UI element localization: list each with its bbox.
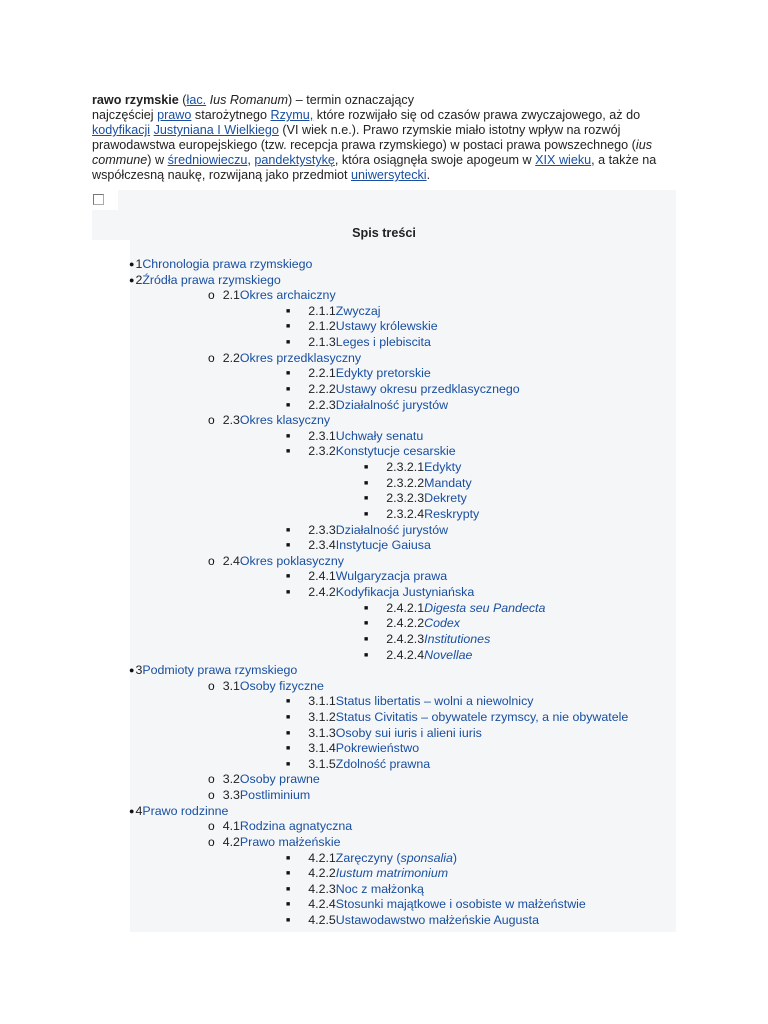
toc-bullet-icon: ■ xyxy=(364,511,369,518)
toc-item-link[interactable]: Osoby fizyczne xyxy=(239,679,324,693)
toc-item-link[interactable]: Noc z małżonką xyxy=(335,882,424,896)
toc-item[interactable] xyxy=(364,491,467,506)
toc-item-number: 4.2.4 xyxy=(308,897,336,911)
toc-item-link[interactable]: Status libertatis – wolni a niewolnicy xyxy=(335,694,534,708)
toc-bullet-icon: ■ xyxy=(286,886,291,893)
toc-item-link[interactable]: Novellae xyxy=(424,648,473,662)
toc-item-number: 2.3.2.1 xyxy=(386,460,425,474)
toc-bullet-icon: ■ xyxy=(286,761,291,768)
toc-bullet-icon: ■ xyxy=(364,652,369,659)
toc-bullet-icon: ■ xyxy=(286,386,291,393)
toc-item[interactable] xyxy=(286,726,482,741)
toc-item-link[interactable]: Osoby prawne xyxy=(239,772,320,786)
toc-item[interactable] xyxy=(364,507,479,522)
toc-bullet-icon: ■ xyxy=(286,402,291,409)
toc-item-link[interactable]: Zwyczaj xyxy=(335,304,381,318)
intro-paragraph: rawo rzymskie (łac. Ius Romanum) – termin oznaczający najczęściej prawo starożytnego Rzymu, które rozwijało się od czasów prawa zwyczajowego, aż do kodyfikacji Justyniana I Wielkiego (VI wiek n.e.). Prawo rzymskie miało istotny wpływ na rozwój prawodawstwa europejskiego (tzw. recepcja prawa rzymskiego) w postaci prawa powszechnego (ius commune) w średniowieczu, pandektystykę, która osiągnęła swoje apogeum w XIX wieku, a także na współczesną naukę, rozwijaną jako przedmiot uniwersytecki. xyxy=(92,93,657,182)
toc-title: Spis treści xyxy=(352,226,416,240)
toc-item-number: 2.3.1 xyxy=(308,429,336,443)
toc-bullet-icon: ■ xyxy=(286,323,291,330)
toc-item-number: 4.2.5 xyxy=(308,913,336,927)
toc-bullet-icon: ■ xyxy=(364,480,369,487)
link-kodyfikacji[interactable]: kodyfikacji xyxy=(92,123,151,137)
toc-item[interactable] xyxy=(129,257,312,272)
toc-bullet-icon: ■ xyxy=(286,542,291,549)
toc-item-link[interactable]: Edykty pretorskie xyxy=(335,366,431,380)
toc-item[interactable] xyxy=(208,772,320,787)
toc-item[interactable] xyxy=(208,351,361,366)
toc-item[interactable] xyxy=(286,523,448,538)
toc-item-number: 2.4.2.4 xyxy=(386,648,425,662)
toc-item-number: 3.1.4 xyxy=(308,741,336,755)
toc-item-number: 3.1.2 xyxy=(308,710,336,724)
toc-bullet-icon: o xyxy=(208,413,215,427)
toc-bullet-icon: ■ xyxy=(286,433,291,440)
toc-item-number: 2.4.2.2 xyxy=(386,616,425,630)
toc-bullet-icon: ■ xyxy=(286,370,291,377)
term-ius-romanum: Ius Romanum xyxy=(209,93,289,107)
toc-item-link[interactable]: Leges i plebiscita xyxy=(335,335,431,349)
toc-bullet-icon: ■ xyxy=(286,308,291,315)
toc-item[interactable] xyxy=(286,398,448,413)
toc-item-number: 2.2.1 xyxy=(308,366,336,380)
toc-item-link[interactable]: Okres klasyczny xyxy=(239,413,331,427)
toc-item-link[interactable]: Działalność jurystów xyxy=(335,398,449,412)
toc-item-number: 2.1 xyxy=(222,288,240,302)
link-uniwersytecki[interactable]: uniwersytecki xyxy=(351,168,427,182)
toc-item[interactable] xyxy=(364,601,545,616)
toc-bullet-icon: ■ xyxy=(364,495,369,502)
toc-item[interactable] xyxy=(208,554,344,569)
toc-item[interactable] xyxy=(286,319,438,334)
toc-item[interactable] xyxy=(129,804,228,819)
link-prawo[interactable]: prawo xyxy=(157,108,192,122)
toc-item[interactable] xyxy=(129,663,297,678)
toc-item-number: 3.2 xyxy=(222,772,240,786)
toc-item-number: 4.1 xyxy=(222,819,240,833)
toc-item[interactable] xyxy=(286,444,456,459)
toc-item-number: 2.3.2.3 xyxy=(386,491,425,505)
toc-item-link[interactable]: Postliminium xyxy=(239,788,311,802)
toc-item-link[interactable]: Okres przedklasyczny xyxy=(239,351,362,365)
toc-item[interactable] xyxy=(286,913,539,928)
toc-item-number: 2.3.2 xyxy=(308,444,336,458)
toc-item-number: 2.3.4 xyxy=(308,538,336,552)
toc-item-link[interactable]: Dekrety xyxy=(424,491,467,505)
toc-bullet-icon: ■ xyxy=(286,714,291,721)
toc-item-number: 4.2.3 xyxy=(308,882,336,896)
toc-item[interactable] xyxy=(286,585,474,600)
toc-bullet-icon: ■ xyxy=(286,870,291,877)
toc-item-link[interactable]: Działalność jurystów xyxy=(335,523,449,537)
toc-item-link[interactable]: Ustawy okresu przedklasycznego xyxy=(335,382,520,396)
toc-item-number: 2.4.1 xyxy=(308,569,336,583)
toc-item[interactable] xyxy=(208,835,340,850)
toc-bullet-icon: ■ xyxy=(364,464,369,471)
toc-item-link[interactable]: Kodyfikacja Justyniańska xyxy=(335,585,475,599)
toc-item[interactable] xyxy=(286,882,424,897)
toc-bullet-icon: ■ xyxy=(286,527,291,534)
toc-item-number: 2.1.2 xyxy=(308,319,336,333)
toc-item-link[interactable]: Zaręczyny ( xyxy=(335,851,401,865)
toc-item-number: 2.4.2 xyxy=(308,585,336,599)
toc-item[interactable] xyxy=(364,616,460,631)
toc-item-link[interactable]: Mandaty xyxy=(424,476,472,490)
toc-item-link[interactable]: Ustawodawstwo małżeńskie Augusta xyxy=(335,913,539,927)
toc-item[interactable] xyxy=(208,288,336,303)
toc-bullet-icon: ■ xyxy=(286,901,291,908)
toc-item-link[interactable]: Wulgaryzacja prawa xyxy=(335,569,448,583)
link-xix-wieku[interactable]: XIX wieku xyxy=(535,153,592,167)
toc-item[interactable] xyxy=(286,304,381,319)
toc-item[interactable] xyxy=(364,460,461,475)
toc-item-link[interactable]: Okres poklasyczny xyxy=(239,554,344,568)
toc-bullet-icon: ■ xyxy=(364,620,369,627)
toc-bullet-icon: ■ xyxy=(286,589,291,596)
toc-item-link[interactable]: Rodzina agnatyczna xyxy=(239,819,353,833)
toc-item-link[interactable]: Reskrypty xyxy=(424,507,480,521)
toc-item-link[interactable]: Okres archaiczny xyxy=(239,288,336,302)
toc-bullet-icon: ● xyxy=(129,275,135,285)
toc-item-number: 2.4 xyxy=(222,554,240,568)
toc-item[interactable] xyxy=(129,273,281,288)
toc-item[interactable] xyxy=(208,788,310,803)
toc-bullet-icon: o xyxy=(208,819,215,833)
toc-item[interactable] xyxy=(286,538,431,553)
toc-item[interactable] xyxy=(286,694,533,709)
toc-bullet-icon: ■ xyxy=(364,636,369,643)
toc-item[interactable] xyxy=(208,413,330,428)
toc-bullet-icon: o xyxy=(208,554,215,568)
toc-item-link[interactable]: Codex xyxy=(424,616,460,630)
toc-bullet-icon: ● xyxy=(129,806,135,816)
toc-item-number: 2.2.3 xyxy=(308,398,336,412)
link-pandektystyke[interactable]: pandektystykę xyxy=(254,153,335,167)
toc-item[interactable] xyxy=(286,569,447,584)
toc-bullet-icon: ■ xyxy=(286,917,291,924)
toc-item-number: 4.2.1 xyxy=(308,851,336,865)
toc-item-number: 2.3.3 xyxy=(308,523,336,537)
toc-bullet-icon: ● xyxy=(129,259,135,269)
toc-item-number: 2.2 xyxy=(222,351,240,365)
toc-item-link[interactable]: Prawo małżeńskie xyxy=(239,835,341,849)
toc-item[interactable] xyxy=(286,741,419,756)
link-justyniana[interactable]: Justyniana I Wielkiego xyxy=(153,123,279,137)
toc-item-number: 2.3 xyxy=(222,413,240,427)
toc-item-link[interactable]: Pokrewieństwo xyxy=(335,741,420,755)
toc-item[interactable] xyxy=(286,429,423,444)
toc-item-number: 4.2.2 xyxy=(308,866,336,880)
toc-item-link[interactable]: Status Civitatis – obywatele rzymscy, a nie obywatele xyxy=(335,710,629,724)
toc-item-link[interactable]: Prawo rodzinne xyxy=(142,804,229,818)
toc-item-number: 2.4.2.3 xyxy=(386,632,425,646)
toc-item-link[interactable]: Instytucje Gaiusa xyxy=(335,538,431,552)
toc-item-number: 3.1.5 xyxy=(308,757,336,771)
toc-bullet-icon: o xyxy=(208,835,215,849)
toc-item[interactable] xyxy=(364,476,472,491)
toc-item[interactable] xyxy=(286,851,457,866)
toc-item-link[interactable]: Ustawy królewskie xyxy=(335,319,438,333)
link-lac[interactable]: łac. xyxy=(186,93,207,107)
toc-item-number: 3.3 xyxy=(222,788,240,802)
toc-item-number: 3.1.1 xyxy=(308,694,336,708)
toc-bullet-icon: o xyxy=(208,288,215,302)
toc-bullet-icon: o xyxy=(208,351,215,365)
toc-item-link[interactable]: Konstytucje cesarskie xyxy=(335,444,456,458)
toc-bullet-icon: ■ xyxy=(286,855,291,862)
toc-item-link[interactable]: Digesta seu Pandecta xyxy=(424,601,546,615)
toc-item-number: 4 xyxy=(135,804,143,818)
toc-bullet-icon: ■ xyxy=(286,730,291,737)
toc-item[interactable] xyxy=(364,648,472,663)
toc-item[interactable] xyxy=(286,335,431,350)
toc-item[interactable] xyxy=(286,866,448,881)
toc-bullet-icon: o xyxy=(208,788,215,802)
toc-item-link[interactable]: Zdolność prawna xyxy=(335,757,431,771)
toc-item-link[interactable]: Chronologia prawa rzymskiego xyxy=(142,257,313,271)
toc-item[interactable] xyxy=(208,679,324,694)
toc-item[interactable] xyxy=(286,382,520,397)
toc-item[interactable] xyxy=(286,897,586,912)
term-ius-commune: ius commune xyxy=(92,138,652,167)
link-sredniowieczu[interactable]: średniowieczu xyxy=(167,153,248,167)
toc-bullet-icon: o xyxy=(208,679,215,693)
toc-item-link[interactable]: Podmioty prawa rzymskiego xyxy=(142,663,298,677)
toc-bullet-icon: ● xyxy=(129,665,135,675)
toc-item-link[interactable]: Iustum matrimonium xyxy=(335,866,449,880)
toc-bullet-icon: ■ xyxy=(286,698,291,705)
toc-item-link[interactable]: Osoby sui iuris i alieni iuris xyxy=(335,726,482,740)
toc-item-link[interactable]: Uchwały senatu xyxy=(335,429,424,443)
toc-item[interactable] xyxy=(364,632,490,647)
toc-item-number: 4.2 xyxy=(222,835,240,849)
toc-item-number: 3.1.3 xyxy=(308,726,336,740)
toc-item[interactable] xyxy=(286,757,430,772)
toc-bullet-icon: ■ xyxy=(286,745,291,752)
toc-item[interactable] xyxy=(208,819,352,834)
toc-bullet-icon: ■ xyxy=(364,605,369,612)
toc-item-link[interactable]: Institutiones xyxy=(424,632,491,646)
toc-item-number: 2.4.2.1 xyxy=(386,601,425,615)
toc-item-link-end[interactable]: ) xyxy=(452,851,458,865)
toc-item-link-italic[interactable]: sponsalia xyxy=(400,851,453,865)
toc-item-link[interactable]: Edykty xyxy=(424,460,462,474)
toc-item-number: 3.1 xyxy=(222,679,240,693)
toc-item-number: 2 xyxy=(135,273,143,287)
toc-item[interactable] xyxy=(286,710,628,725)
toc-bullet-icon: o xyxy=(208,772,215,786)
toc-item-number: 2.2.2 xyxy=(308,382,336,396)
toc-item-number: 2.1.1 xyxy=(308,304,336,318)
toc-bullet-icon: ■ xyxy=(286,339,291,346)
toc-item-number: 2.3.2.4 xyxy=(386,507,425,521)
article-title: rawo rzymskie xyxy=(92,93,179,107)
toc-item-number: 3 xyxy=(135,663,143,677)
toc-bullet-icon: ■ xyxy=(286,573,291,580)
toc-item[interactable] xyxy=(286,366,431,381)
link-rzymu[interactable]: Rzymu, xyxy=(270,108,314,122)
toc-item-number: 2.1.3 xyxy=(308,335,336,349)
toc-item-number: 1 xyxy=(135,257,143,271)
toc-item-link[interactable]: Źródła prawa rzymskiego xyxy=(142,273,281,287)
toc-bullet-icon: ■ xyxy=(286,448,291,455)
toc-item-number: 2.3.2.2 xyxy=(386,476,425,490)
toc-item-link[interactable]: Stosunki majątkowe i osobiste w małżeństwie xyxy=(335,897,586,911)
